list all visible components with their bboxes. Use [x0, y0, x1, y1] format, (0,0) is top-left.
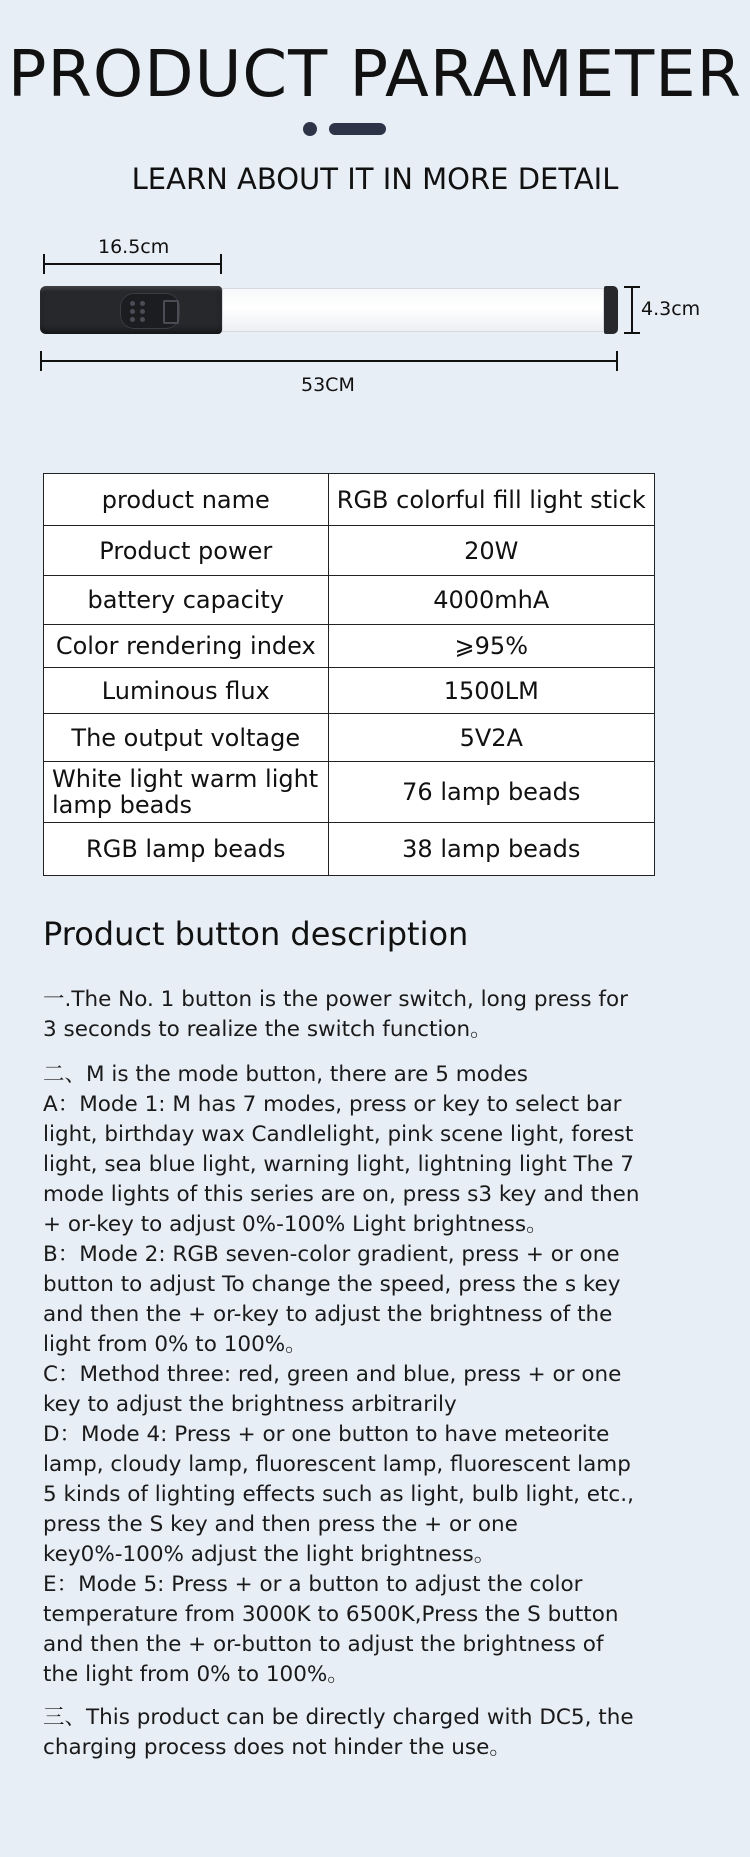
handle-length-label: 16.5cm: [98, 236, 170, 258]
pad-button-dot: [130, 309, 135, 314]
decoration-bar: [329, 123, 386, 135]
table-row: [44, 762, 655, 823]
diameter-label: 4.3cm: [641, 298, 701, 320]
spec-value: 20W: [328, 526, 654, 576]
spec-label: product name: [44, 474, 329, 526]
diameter-line: [631, 287, 633, 333]
spec-label: Color rendering index: [44, 625, 329, 668]
description-paragraph: 一.The No. 1 button is the power switch, long press for 3 seconds to realize the switch function。: [43, 987, 628, 1042]
handle-length-line: [44, 263, 221, 265]
table-row: [44, 576, 655, 625]
spec-value: RGB colorful fill light stick: [328, 474, 654, 526]
pad-button-dot: [140, 317, 145, 322]
table-row: [44, 714, 655, 762]
table-row: [44, 526, 655, 576]
spec-value: 38 lamp beads: [328, 823, 654, 876]
pad-button-dot: [130, 317, 135, 322]
page-title: PRODUCT PARAMETER: [7, 38, 743, 112]
description-paragraph: B：Mode 2: RGB seven-color gradient, press + or one button to adjust To change the speed, press the s key and then the + or-key to adjust the brightness of the light from 0% to 100%。: [43, 1242, 621, 1357]
light-stick-display: [163, 300, 179, 324]
spec-value: ⩾95%: [328, 625, 654, 668]
decoration-dot: [303, 122, 317, 136]
description-paragraph: A：Mode 1: M has 7 modes, press or key to select bar light, birthday wax Candlelight, pink scene light, forest light, sea blue light, warning light, lightning light The 7 mode lights of this series are on, press s3 key and then + or-key to adjust 0%-100% Light brightness。: [43, 1092, 640, 1237]
diameter-tick-bottom: [624, 332, 640, 334]
total-length-line: [41, 360, 617, 362]
description-paragraph: C：Method three: red, green and blue, press + or one key to adjust the brightness arbitrarily: [43, 1362, 622, 1417]
spec-value: 4000mhA: [328, 576, 654, 625]
description-paragraph: E：Mode 5: Press + or a button to adjust the color temperature from 3000K to 6500K,Press the S button and then the + or-button to adjust the brightness of the light from 0% to 100%。: [43, 1572, 619, 1687]
spec-value: 5V2A: [328, 714, 654, 762]
spec-value: 1500LM: [328, 668, 654, 714]
table-row: [44, 625, 655, 668]
light-stick-tube: [222, 288, 604, 332]
pad-button-dot: [140, 301, 145, 306]
description-paragraph: 三、This product can be directly charged with DC5, the charging process does not hinder the use。: [43, 1705, 634, 1760]
spec-label: Luminous flux: [44, 668, 329, 714]
spec-label: The output voltage: [44, 714, 329, 762]
total-length-tick-right: [616, 351, 618, 371]
pad-button-dot: [140, 309, 145, 314]
spec-label: battery capacity: [44, 576, 329, 625]
spec-label: RGB lamp beads: [44, 823, 329, 876]
total-length-label: 53CM: [301, 374, 355, 396]
description-paragraph: D：Mode 4: Press + or one button to have meteorite lamp, cloudy lamp, fluorescent lamp, fluorescent lamp 5 kinds of lighting effects such as light, bulb light, etc., press the S key and then press the + or one key0%-100% adjust the light brightness。: [43, 1422, 634, 1567]
light-stick-end-cap: [604, 286, 618, 334]
spec-label: Product power: [44, 526, 329, 576]
section-heading: Product button description: [43, 915, 469, 953]
spec-value: 76 lamp beads: [328, 762, 654, 823]
pad-button-dot: [130, 301, 135, 306]
page-subtitle: LEARN ABOUT IT IN MORE DETAIL: [131, 162, 619, 196]
table-row: [44, 668, 655, 714]
table-row: [44, 474, 655, 526]
handle-length-tick-left: [43, 254, 45, 274]
description-paragraph: 二、M is the mode button, there are 5 modes: [43, 1062, 528, 1087]
table-row: [44, 823, 655, 876]
spec-label: White light warm light lamp beads: [44, 762, 329, 823]
total-length-tick-left: [40, 351, 42, 371]
spec-table: [43, 473, 655, 876]
handle-length-tick-right: [220, 254, 222, 274]
diameter-tick-top: [624, 286, 640, 288]
